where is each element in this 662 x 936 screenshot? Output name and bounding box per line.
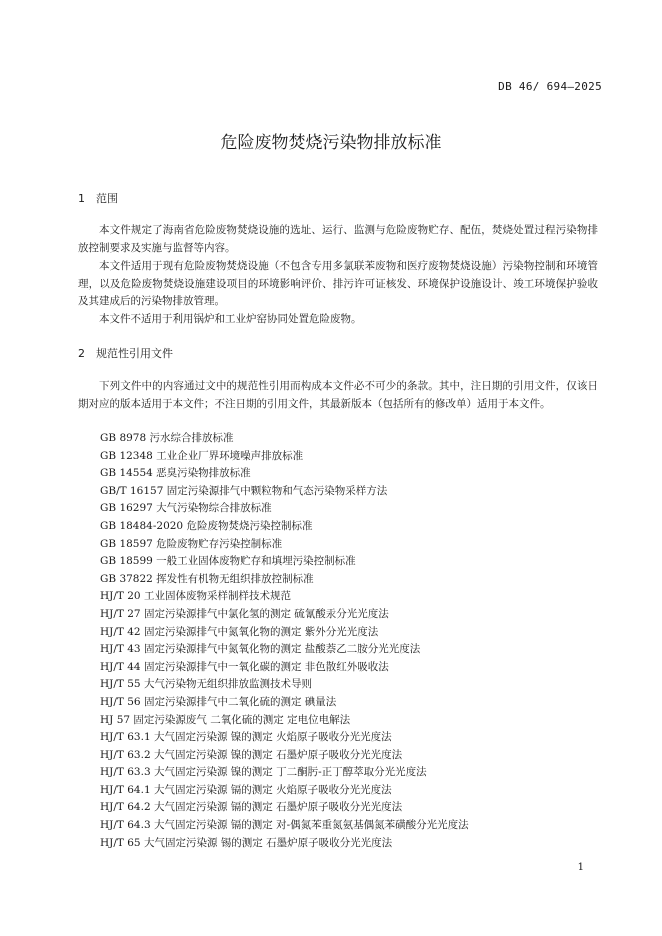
- paragraph: 下列文件中的内容通过文中的规范性引用而构成本文件必不可少的条款。其中，注日期的引用文件，仅该日期对应的版本适用于本文件；不注日期的引用文件，其最新版本（包括所有的修改单）适用于本文件。: [78, 380, 598, 410]
- reference-item: GB 37822 挥发性有机物无组织排放控制标准: [100, 572, 314, 585]
- reference-item: GB 16297 大气污染物综合排放标准: [100, 502, 272, 515]
- reference-item: GB 18599 一般工业固体废物贮存和填埋污染控制标准: [100, 555, 356, 568]
- reference-list: [100, 430, 469, 852]
- page-number: 1: [577, 862, 584, 873]
- reference-item: GB 18597 危险废物贮存污染控制标准: [100, 537, 283, 550]
- section-heading-normative-references: [78, 345, 173, 361]
- reference-item: HJ/T 20 工业固体废物采样制样技术规范: [100, 590, 291, 603]
- reference-item: HJ/T 27 固定污染源排气中氯化氢的测定 硫氰酸汞分光光度法: [100, 607, 389, 620]
- paragraph: 本文件规定了海南省危险废物焚烧设施的选址、运行、监测与危险废物贮存、配伍，焚烧处置过程污染物排放控制要求及实施与监督等内容。: [78, 224, 598, 254]
- reference-item: HJ/T 64.3 大气固定污染源 镉的测定 对-偶氮苯重氮氨基偶氮苯磺酸分光光度法: [100, 819, 469, 832]
- reference-item: HJ/T 63.1 大气固定污染源 镍的测定 火焰原子吸收分光光度法: [100, 731, 392, 744]
- reference-item: HJ/T 56 固定污染源排气中二氧化硫的测定 碘量法: [100, 695, 337, 708]
- reference-item: HJ/T 43 固定污染源排气中氮氧化物的测定 盐酸萘乙二胺分光光度法: [100, 643, 421, 656]
- section-number: 2: [78, 347, 85, 360]
- reference-item: HJ/T 42 固定污染源排气中氮氧化物的测定 紫外分光光度法: [100, 625, 379, 638]
- reference-item: GB 12348 工业企业厂界环境噪声排放标准: [100, 449, 304, 462]
- section-heading-scope: [78, 190, 118, 206]
- reference-item: HJ/T 64.2 大气固定污染源 镉的测定 石墨炉原子吸收分光光度法: [100, 801, 403, 814]
- page-title: 危险废物焚烧污染物排放标准: [220, 133, 442, 153]
- reference-item: HJ/T 65 大气固定污染源 锡的测定 石墨炉原子吸收分光光度法: [100, 836, 393, 849]
- section-title: 范围: [96, 192, 118, 205]
- reference-item: HJ/T 63.3 大气固定污染源 镍的测定 丁二酮肟-正丁醇萃取分光光度法: [100, 766, 427, 779]
- reference-item: HJ 57 固定污染源废气 二氧化硫的测定 定电位电解法: [100, 713, 351, 726]
- paragraph: 本文件不适用于利用锅炉和工业炉窑协同处置危险废物。: [99, 313, 362, 325]
- section-number: 1: [78, 192, 85, 205]
- section-title: 规范性引用文件: [96, 347, 173, 360]
- reference-item: GB 18484-2020 危险废物焚烧污染控制标准: [100, 519, 313, 532]
- reference-item: HJ/T 44 固定污染源排气中一氧化碳的测定 非色散红外吸收法: [100, 660, 389, 673]
- reference-item: GB 8978 污水综合排放标准: [100, 432, 234, 444]
- reference-item: HJ/T 55 大气污染物无组织排放监测技术导则: [100, 678, 312, 691]
- reference-item: HJ/T 63.2 大气固定污染源 镍的测定 石墨炉原子吸收分光光度法: [100, 748, 403, 761]
- reference-item: GB/T 16157 固定污染源排气中颗粒物和气态污染物采样方法: [100, 484, 388, 497]
- standard-code: DB 46/ 694—2025: [498, 80, 602, 93]
- reference-item: GB 14554 恶臭污染物排放标准: [100, 467, 251, 480]
- reference-item: HJ/T 64.1 大气固定污染源 镉的测定 火焰原子吸收分光光度法: [100, 783, 392, 796]
- paragraph: 本文件适用于现有危险废物焚烧设施（不包含专用多氯联苯废物和医疗废物焚烧设施）污染物控制和环境管理，以及危险废物焚烧设施建设项目的环境影响评价、排污许可证核发、环境保护设施设计、竣工环境保护验收及其建成后的污染物排放管理。: [78, 260, 598, 308]
